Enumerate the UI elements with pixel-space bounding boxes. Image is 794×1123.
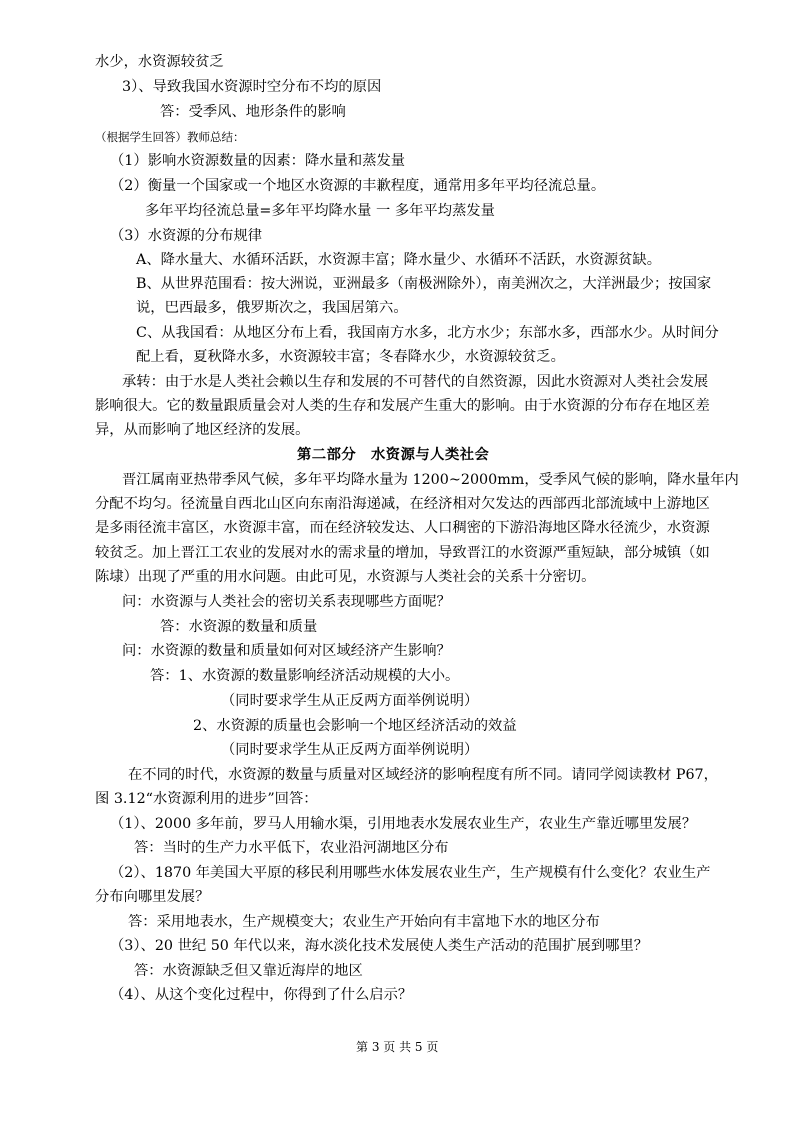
text-line-22: 陈埭）出现了严重的用水问题。由此可见，水资源与人类社会的关系十分密切。 [95, 569, 596, 585]
text-line-38: 答：水资源缺乏但又靠近海岸的地区 [134, 963, 363, 979]
text-line-11: 说，巴西最多，俄罗斯次之，我国居第六。 [136, 300, 408, 316]
text-line-10: B、从世界范围看：按大洲说，亚洲最多（南极洲除外），南美洲次之，大洋洲最少；按国家 [136, 276, 712, 292]
text-line-31: 图 3.12“水资源利用的进步”回答： [95, 791, 318, 807]
text-line-5: （1）影响水资源数量的因素：降水量和蒸发量 [110, 153, 406, 169]
text-line-34: （2）、1870 年美国大平原的移民利用哪些水体发展农业生产，生产规模有什么变化？农业生产 [110, 865, 711, 881]
text-line-16: 异，从而影响了地区经济的发展。 [95, 422, 310, 438]
text-line-7: 多年平均径流总量=多年平均降水量 一 多年平均蒸发量 [145, 203, 495, 219]
text-line-15: 影响很大。它的数量跟质量会对人类的生存和发展产生重大的影响。由于水资源的分布存在地区差 [95, 398, 710, 414]
text-line-3: 答：受季风、地形条件的影响 [160, 104, 346, 120]
text-line-13: 配上看，夏秋降水多，水资源较丰富；冬春降水少，水资源较贫乏。 [136, 349, 565, 365]
text-line-35: 分布向哪里发展？ [95, 889, 210, 905]
text-line-21: 较贫乏。加上晋江工农业的发展对水的需求量的增加，导致晋江的水资源严重短缺，部分城镇（如 [95, 545, 710, 561]
text-line-6: （2）衡量一个国家或一个地区水资源的丰歉程度，通常用多年平均径流总量。 [110, 178, 606, 194]
text-line-27: （同时要求学生从正反两方面举例说明） [221, 693, 479, 709]
text-line-33: 答：当时的生产力水平低下，农业沿河湖地区分布 [134, 840, 449, 856]
text-line-39: （4）、从这个变化过程中，你得到了什么启示？ [110, 987, 413, 1003]
text-line-24: 答：水资源的数量和质量 [160, 619, 318, 635]
text-line-25: 问：水资源的数量和质量如何对区域经济产生影响？ [122, 643, 451, 659]
text-line-30: 在不同的时代，水资源的数量与质量对区域经济的影响程度有所不同。请同学阅读教材 P67， [128, 767, 718, 783]
text-line-28: 2、水资源的质量也会影响一个地区经济活动的效益 [193, 718, 517, 734]
text-line-32: （1）、2000 多年前，罗马人用输水渠，引用地表水发展农业生产，农业生产靠近哪里发展？ [110, 816, 697, 832]
text-line-20: 是多雨径流丰富区，水资源丰富，而在经济较发达、人口稠密的下游沿海地区降水径流少，水资源 [95, 520, 710, 536]
text-line-9: A、降水量大、水循环活跃，水资源丰富；降水量少、水循环不活跃，水资源贫缺。 [136, 252, 662, 268]
text-line-18: 晋江属南亚热带季风气候，多年平均降水量为 1200~2000mm，受季风气候的影响，降水量年内 [122, 472, 739, 488]
text-line-29: （同时要求学生从正反两方面举例说明） [221, 742, 479, 758]
text-line-4: （根据学生回答）教师总结： [95, 130, 245, 144]
page-footer: 第 3 页 共 5 页 [356, 1040, 439, 1054]
text-line-14: 承转：由于水是人类社会赖以生存和发展的不可替代的自然资源，因此水资源对人类社会发展 [122, 374, 709, 390]
section-heading: 第二部分 水资源与人类社会 [297, 447, 490, 463]
text-line-23: 问：水资源与人类社会的密切关系表现哪些方面呢？ [122, 594, 451, 610]
text-line-37: （3）、20 世纪 50 年代以来，海水淡化技术发展使人类生产活动的范围扩展到哪里？ [110, 938, 649, 954]
text-line-2: 3）、导致我国水资源时空分布不均的原因 [122, 79, 382, 95]
text-line-1: 水少，水资源较贫乏 [95, 54, 224, 70]
text-line-8: （3）水资源的分布规律 [110, 228, 263, 244]
text-line-12: C、从我国看：从地区分布上看，我国南方水多，北方水少；东部水多，西部水少。从时间分 [136, 325, 719, 341]
text-line-26: 答：1、水资源的数量影响经济活动规模的大小。 [150, 668, 460, 684]
text-line-19: 分配不均匀。径流量自西北山区向东南沿海递减，在经济相对欠发达的西部西北部流域中上游地区 [95, 496, 710, 512]
text-line-36: 答：采用地表水，生产规模变大；农业生产开始向有丰富地下水的地区分布 [128, 914, 600, 930]
